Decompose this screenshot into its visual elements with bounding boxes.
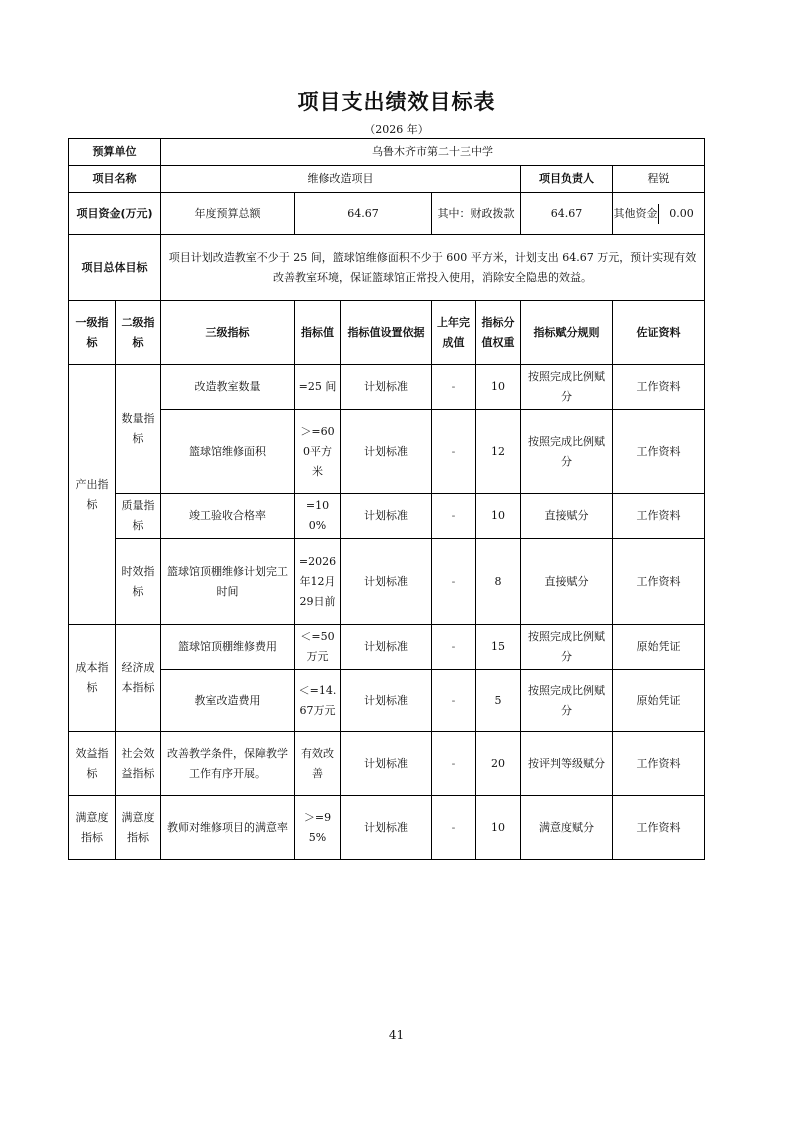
indicator-weight: 15 <box>476 625 521 670</box>
indicator-rule: 按照完成比例赋分 <box>521 625 613 670</box>
indicator-last-year: - <box>432 625 476 670</box>
indicator-name: 篮球馆顶棚维修计划完工时间 <box>161 539 295 625</box>
table-row <box>69 732 705 796</box>
budget-unit-row <box>69 139 705 166</box>
indicator-last-year: - <box>432 670 476 732</box>
indicator-evidence: 工作资料 <box>613 494 705 539</box>
indicator-value: 有效改善 <box>295 732 341 796</box>
table-row <box>69 796 705 860</box>
indicator-name: 教师对维修项目的满意率 <box>161 796 295 860</box>
indicator-name: 竣工验收合格率 <box>161 494 295 539</box>
indicator-weight: 5 <box>476 670 521 732</box>
indicator-name: 改造教室数量 <box>161 365 295 410</box>
indicator-rule: 满意度赋分 <box>521 796 613 860</box>
overall-goal-text: 项目计划改造教室不少于 25 间，篮球馆维修面积不少于 600 平方米，计划支出 64.67 万元，预计实现有效改善教室环境，保证篮球馆正常投入使用，消除安全隐患的效益。 <box>161 235 705 301</box>
indicator-weight: 8 <box>476 539 521 625</box>
fiscal-value: 64.67 <box>521 193 613 235</box>
other-funds-value <box>613 193 705 235</box>
project-leader-value: 程锐 <box>613 166 705 193</box>
other-funds-amount: 0.00 <box>658 204 704 224</box>
indicator-last-year: - <box>432 494 476 539</box>
indicator-weight: 10 <box>476 494 521 539</box>
indicator-value: ＞=600平方米 <box>295 410 341 494</box>
project-name-row <box>69 166 705 193</box>
subgroup-quantity: 数量指标 <box>116 365 161 494</box>
table-row <box>69 365 705 410</box>
performance-table <box>68 138 705 860</box>
header-row <box>69 301 705 365</box>
subgroup-timeliness: 时效指标 <box>116 539 161 625</box>
fiscal-label: 其中：财政拨款 <box>432 193 521 235</box>
indicator-value: ＜=50万元 <box>295 625 341 670</box>
overall-goal-label: 项目总体目标 <box>69 235 161 301</box>
indicator-basis: 计划标准 <box>341 539 432 625</box>
budget-unit-value: 乌鲁木齐市第二十三中学 <box>161 139 705 166</box>
group-satisfaction: 满意度指标 <box>69 796 116 860</box>
indicator-basis: 计划标准 <box>341 410 432 494</box>
subgroup-economic-cost: 经济成本指标 <box>116 625 161 732</box>
indicator-name: 改善教学条件，保障教学工作有序开展。 <box>161 732 295 796</box>
indicator-value: =2026年12月29日前 <box>295 539 341 625</box>
header-weight: 指标分值权重 <box>476 301 521 365</box>
header-evidence: 佐证资料 <box>613 301 705 365</box>
indicator-rule: 按照完成比例赋分 <box>521 410 613 494</box>
indicator-weight: 12 <box>476 410 521 494</box>
indicator-basis: 计划标准 <box>341 796 432 860</box>
indicator-evidence: 原始凭证 <box>613 670 705 732</box>
header-last-year: 上年完成值 <box>432 301 476 365</box>
indicator-last-year: - <box>432 410 476 494</box>
project-funds-row <box>69 193 705 235</box>
indicator-evidence: 工作资料 <box>613 365 705 410</box>
indicator-value: ＜=14.67万元 <box>295 670 341 732</box>
other-funds-label: 其他资金 <box>613 206 658 220</box>
subgroup-satisfaction: 满意度指标 <box>116 796 161 860</box>
page-number: 41 <box>388 1028 405 1042</box>
table-row <box>69 625 705 670</box>
group-output: 产出指标 <box>69 365 116 625</box>
indicator-rule: 按照完成比例赋分 <box>521 365 613 410</box>
project-name-label: 项目名称 <box>69 166 161 193</box>
header-level1: 一级指标 <box>69 301 116 365</box>
indicator-basis: 计划标准 <box>341 625 432 670</box>
indicator-rule: 按照完成比例赋分 <box>521 670 613 732</box>
indicator-basis: 计划标准 <box>341 732 432 796</box>
group-benefit: 效益指标 <box>69 732 116 796</box>
indicator-basis: 计划标准 <box>341 670 432 732</box>
indicator-name: 教室改造费用 <box>161 670 295 732</box>
subgroup-social-benefit: 社会效益指标 <box>116 732 161 796</box>
indicator-value: =100% <box>295 494 341 539</box>
indicator-last-year: - <box>432 732 476 796</box>
table-row <box>69 539 705 625</box>
page-title: 项目支出绩效目标表 <box>297 90 496 114</box>
project-funds-label: 项目资金(万元) <box>69 193 161 235</box>
indicator-value: =25 间 <box>295 365 341 410</box>
indicator-last-year: - <box>432 539 476 625</box>
indicator-evidence: 原始凭证 <box>613 625 705 670</box>
indicator-last-year: - <box>432 796 476 860</box>
indicator-evidence: 工作资料 <box>613 410 705 494</box>
indicator-last-year: - <box>432 365 476 410</box>
group-cost: 成本指标 <box>69 625 116 732</box>
subgroup-quality: 质量指标 <box>116 494 161 539</box>
budget-unit-label: 预算单位 <box>69 139 161 166</box>
project-leader-label: 项目负责人 <box>521 166 613 193</box>
indicator-value: ＞=95% <box>295 796 341 860</box>
indicator-rule: 直接赋分 <box>521 539 613 625</box>
budget-year: （2026 年） <box>364 123 429 136</box>
indicator-weight: 10 <box>476 365 521 410</box>
header-level3: 三级指标 <box>161 301 295 365</box>
project-name-value: 维修改造项目 <box>161 166 521 193</box>
indicator-evidence: 工作资料 <box>613 796 705 860</box>
overall-goal-row <box>69 235 705 301</box>
indicator-evidence: 工作资料 <box>613 539 705 625</box>
table-row <box>69 670 705 732</box>
header-rule: 指标赋分规则 <box>521 301 613 365</box>
annual-total-label: 年度预算总额 <box>161 193 295 235</box>
indicator-weight: 20 <box>476 732 521 796</box>
indicator-basis: 计划标准 <box>341 494 432 539</box>
header-value: 指标值 <box>295 301 341 365</box>
annual-total-value: 64.67 <box>295 193 432 235</box>
indicator-weight: 10 <box>476 796 521 860</box>
header-level2: 二级指标 <box>116 301 161 365</box>
indicator-basis: 计划标准 <box>341 365 432 410</box>
indicator-rule: 按评判等级赋分 <box>521 732 613 796</box>
table-row <box>69 494 705 539</box>
table-row <box>69 410 705 494</box>
indicator-evidence: 工作资料 <box>613 732 705 796</box>
indicator-name: 篮球馆顶棚维修费用 <box>161 625 295 670</box>
indicator-rule: 直接赋分 <box>521 494 613 539</box>
indicator-name: 篮球馆维修面积 <box>161 410 295 494</box>
header-basis: 指标值设置依据 <box>341 301 432 365</box>
